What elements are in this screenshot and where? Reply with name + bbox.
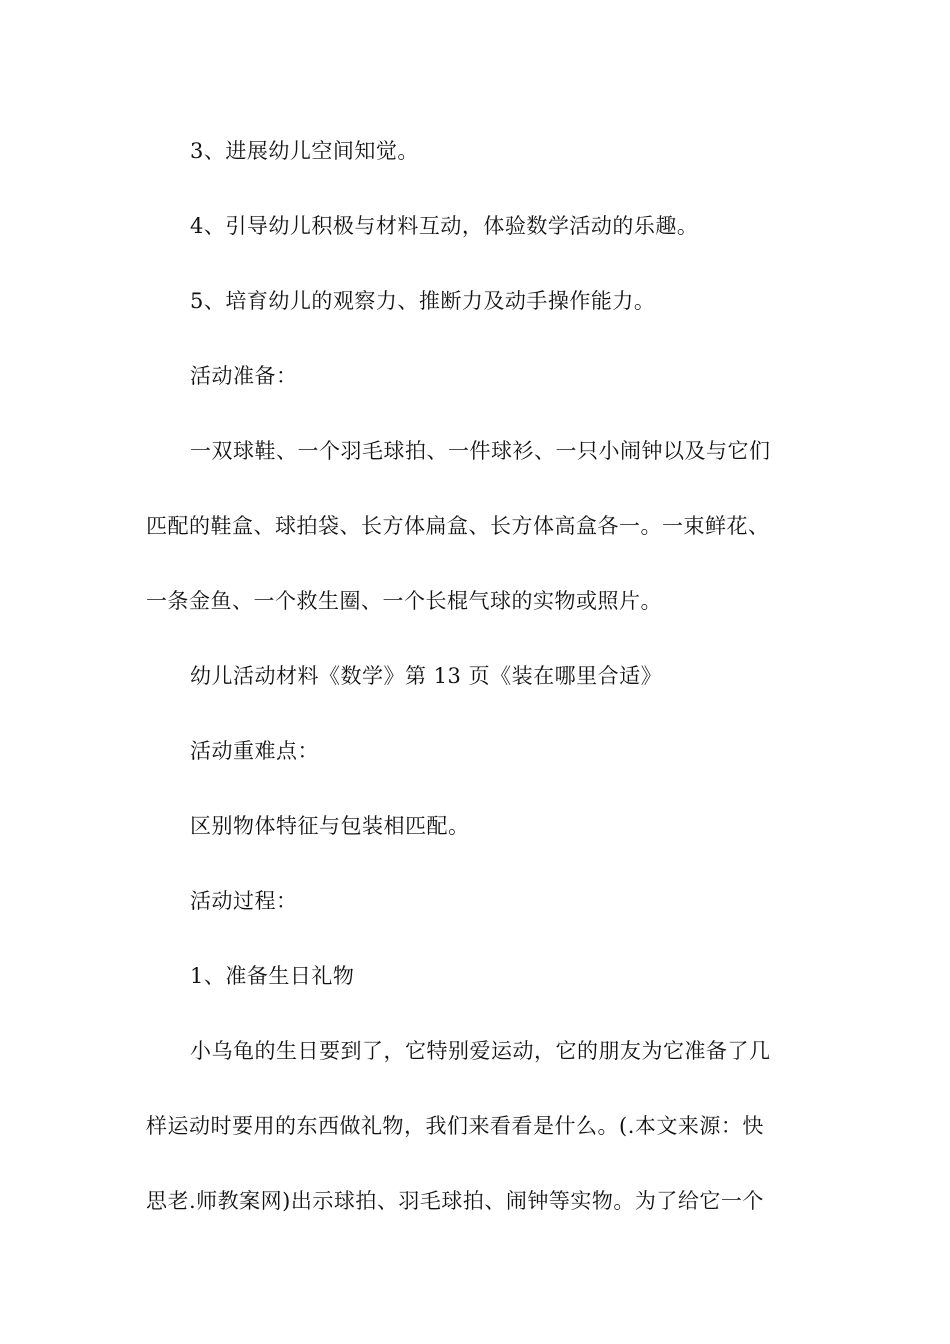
preparation-paragraph-line-3: 一条金鱼、一个救生圈、一个长棍气球的实物或照片。	[146, 589, 662, 613]
process-paragraph-line-3: 思老.师教案网)出示球拍、羽毛球拍、闹钟等实物。为了给它一个	[146, 1189, 764, 1213]
preparation-paragraph-line-1: 一双球鞋、一个羽毛球拍、一件球衫、一只小闹钟以及与它们	[190, 439, 771, 463]
section-heading-key-points: 活动重难点：	[190, 739, 319, 763]
section-heading-preparation: 活动准备：	[190, 364, 298, 388]
goal-5-text: 5、培育幼儿的观察力、推断力及动手操作能力。	[190, 289, 656, 313]
material-reference-text: 幼儿活动材料《数学》第 13 页《装在哪里合适》	[190, 664, 663, 688]
preparation-paragraph-line-2: 匹配的鞋盒、球拍袋、长方体扁盒、长方体高盒各一。一束鲜花、	[146, 514, 770, 538]
goal-3-text: 3、进展幼儿空间知觉。	[190, 139, 419, 163]
section-heading-process: 活动过程：	[190, 889, 298, 913]
key-points-text: 区别物体特征与包装相匹配。	[190, 814, 470, 838]
process-step-1-title: 1、准备生日礼物	[190, 964, 355, 988]
process-paragraph-line-1: 小乌龟的生日要到了，它特别爱运动，它的朋友为它准备了几	[190, 1039, 771, 1063]
goal-4-text: 4、引导幼儿积极与材料互动，体验数学活动的乐趣。	[190, 214, 699, 238]
process-paragraph-line-2: 样运动时要用的东西做礼物，我们来看看是什么。(.本文来源：快	[146, 1114, 764, 1138]
